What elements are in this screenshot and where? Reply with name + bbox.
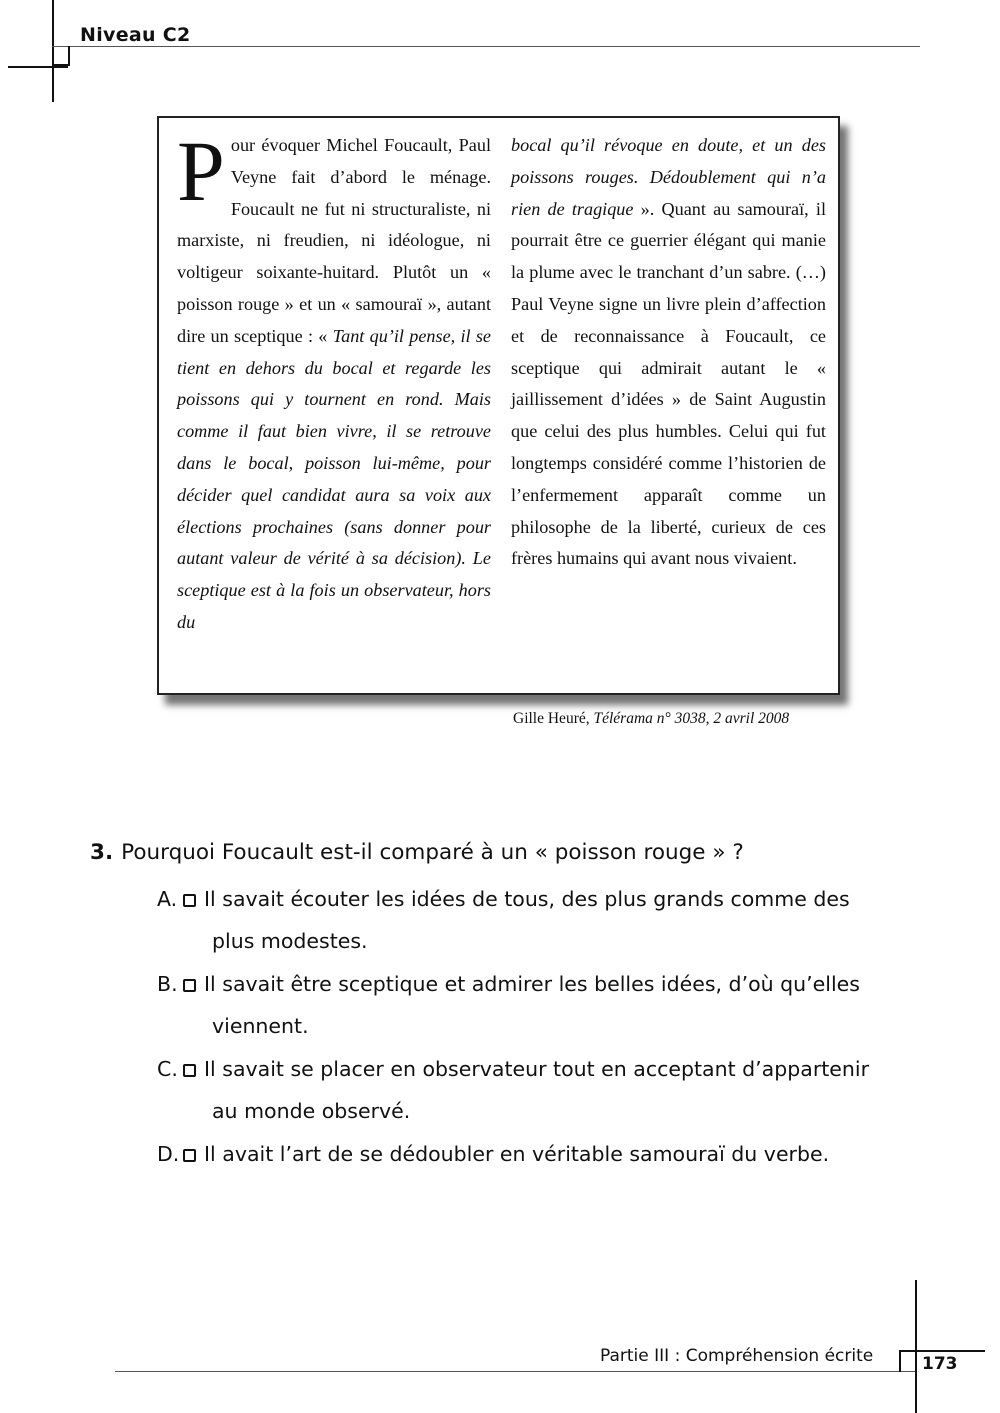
- question-text: Pourquoi Foucault est-il comparé à un « poisson rouge » ?: [121, 840, 744, 865]
- article-right-quote: bocal qu’il révoque en doute, et un des poissons rouges. Dédoublement qui n’a rien de tragique: [511, 135, 826, 219]
- option-a-checkbox[interactable]: [183, 894, 196, 907]
- page-number: 173: [922, 1354, 958, 1374]
- footer-corner-mark: [899, 1350, 917, 1372]
- option-text-line2: viennent.: [212, 1014, 309, 1038]
- option-b: [157, 963, 917, 1047]
- option-letter: A.: [157, 887, 178, 911]
- article-left-text: our évoquer Michel Foucault, Paul Veyne fait d’abord le ménage. Foucault ne fut ni structuraliste, ni marxiste, ni freudien, ni idéologue, ni voltigeur soixante-huitard. Plutôt un « poisson rouge » et un « samouraï », autant dire un sceptique : «: [177, 135, 491, 346]
- option-b-checkbox[interactable]: [183, 979, 196, 992]
- option-text-line1: Il savait écouter les idées de tous, des plus grands comme des: [204, 887, 850, 911]
- option-letter: D.: [157, 1142, 180, 1166]
- article-right-text: ». Quant au samouraï, il pourrait être ce guerrier élégant qui manie la plume avec le tranchant d’un sabre. (…) Paul Veyne signe un livre plein d’affection et de reconnaissance à Foucault, ce sceptique qui admirait autant le « jaillissement d’idées » de Saint Augustin que celui des plus humbles. Celui qui fut longtemps considéré comme l’historien de l’enfermement apparaît comme un philosophe de la liberté, curieux de ces frères humains qui avant nous vivaient.: [511, 198, 826, 569]
- option-d: [157, 1133, 917, 1175]
- option-d-checkbox[interactable]: [183, 1149, 196, 1162]
- option-a: [157, 878, 917, 962]
- footer-section-title: Partie III : Compréhension écrite: [600, 1346, 874, 1366]
- option-c: [157, 1048, 917, 1132]
- option-c-checkbox[interactable]: [183, 1064, 196, 1077]
- header-crop-mark: [8, 66, 68, 68]
- footer-rule: [115, 1371, 915, 1372]
- option-text-line2: au monde observé.: [212, 1099, 411, 1123]
- article-left-paragraph: [177, 123, 491, 639]
- question-3: [90, 840, 744, 865]
- question-number: 3.: [90, 840, 114, 865]
- option-text-line2: plus modestes.: [212, 929, 368, 953]
- article-left-quote: Tant qu’il pense, il se tient en dehors du bocal et regarde les poissons qui y tournent en rond. Mais comme il faut bien vivre, il se retrouve dans le bocal, poisson lui-même, pour décider quel candidat aura sa voix aux élections prochaines (sans donner pour autant valeur de vérité à sa décision). Le sceptique est à la fois un observateur, hors du: [177, 325, 491, 632]
- level-label: Niveau C2: [80, 24, 191, 46]
- header-corner-mark: [52, 46, 70, 66]
- header-rule: [52, 46, 920, 47]
- option-letter: C.: [157, 1057, 178, 1081]
- article-source: [513, 710, 789, 728]
- source-author: Gille Heuré,: [513, 710, 594, 727]
- article-right-paragraph: [511, 130, 826, 575]
- article-box: [157, 116, 840, 695]
- source-publication: Télérama n° 3038, 2 avril 2008: [593, 710, 790, 727]
- footer-crop-mark: [915, 1350, 985, 1352]
- article-left-column: [177, 123, 491, 639]
- option-text-line1: Il avait l’art de se dédoubler en véritable samouraï du verbe.: [204, 1142, 830, 1166]
- footer-vertical-rule: [915, 1280, 917, 1413]
- drop-cap: P: [177, 123, 225, 219]
- option-letter: B.: [157, 972, 178, 996]
- option-text-line1: Il savait se placer en observateur tout en acceptant d’appartenir: [204, 1057, 870, 1081]
- article-right-column: [511, 130, 826, 575]
- option-text-line1: Il savait être sceptique et admirer les belles idées, d’où qu’elles: [204, 972, 860, 996]
